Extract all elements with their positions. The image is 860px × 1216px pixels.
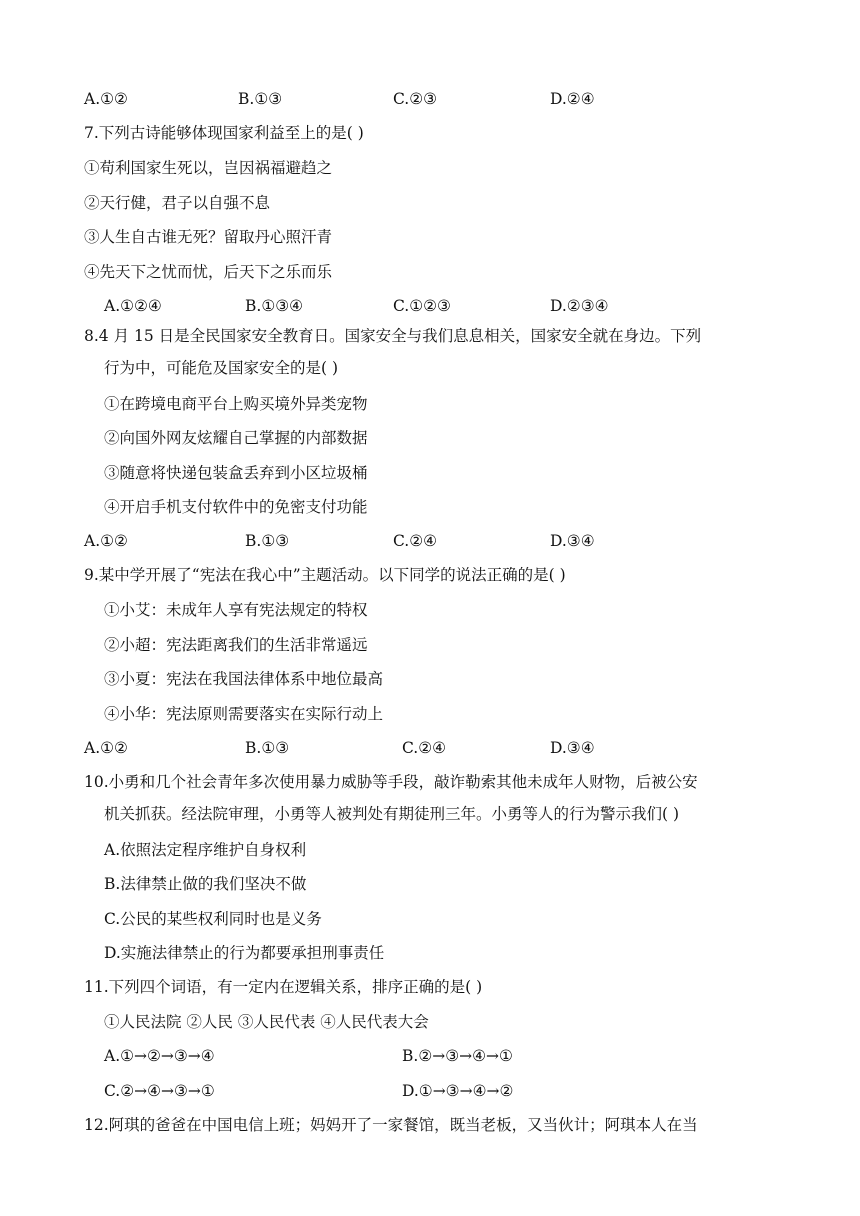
q8-option-a: A.①② — [84, 532, 128, 550]
q10-option-d: D.实施法律禁止的行为都要承担刑事责任 — [104, 944, 385, 962]
q9-item-2: ②小超：宪法距离我们的生活非常遥远 — [104, 636, 368, 654]
q11-option-a: A.①→②→③→④ — [104, 1047, 215, 1065]
q10-option-c: C.公民的某些权利同时也是义务 — [104, 910, 322, 928]
q8-option-b: B.①③ — [245, 532, 290, 550]
q8-stem-line2: 行为中，可能危及国家安全的是( ) — [104, 359, 339, 377]
q9-item-3: ③小夏：宪法在我国法律体系中地位最高 — [104, 670, 384, 688]
q7-item-4: ④先天下之忧而忧，后天下之乐而乐 — [84, 263, 333, 281]
q8-item-2: ②向国外网友炫耀自己掌握的内部数据 — [104, 429, 368, 447]
q7-item-3: ③人生自古谁无死？留取丹心照汗青 — [84, 228, 333, 246]
q10-option-a: A.依照法定程序维护自身权利 — [104, 841, 307, 859]
q8-item-1: ①在跨境电商平台上购买境外异类宠物 — [104, 395, 368, 413]
q11-stem: 11.下列四个词语，有一定内在逻辑关系，排序正确的是( ) — [84, 978, 483, 996]
q9-option-d: D.③④ — [550, 739, 595, 757]
q11-option-c: C.②→④→③→① — [104, 1082, 215, 1100]
q7-item-1: ①苟利国家生死以，岂因祸福避趋之 — [84, 159, 333, 177]
q9-option-c: C.②④ — [402, 739, 447, 757]
q12-stem-line1: 12.阿琪的爸爸在中国电信上班；妈妈开了一家餐馆，既当老板，又当伙计；阿琪本人在当 — [84, 1116, 698, 1134]
q9-item-4: ④小华：宪法原则需要落实在实际行动上 — [104, 705, 384, 723]
q6-option-a: A.①② — [84, 90, 128, 108]
q7-item-2: ②天行健，君子以自强不息 — [84, 194, 271, 212]
q8-option-d: D.③④ — [550, 532, 595, 550]
q11-items: ①人民法院 ②人民 ③人民代表 ④人民代表大会 — [104, 1013, 429, 1031]
q8-option-c: C.②④ — [393, 532, 438, 550]
q9-option-b: B.①③ — [245, 739, 290, 757]
q8-item-4: ④开启手机支付软件中的免密支付功能 — [104, 498, 368, 516]
q7-option-b: B.①③④ — [245, 297, 304, 315]
q8-item-3: ③随意将快递包装盒丢弃到小区垃圾桶 — [104, 464, 368, 482]
q8-stem-line1: 8.4 月 15 日是全民国家安全教育日。国家安全与我们息息相关，国家安全就在身边。下列 — [84, 327, 702, 345]
q6-option-c: C.②③ — [393, 90, 438, 108]
q11-option-d: D.①→③→④→② — [402, 1082, 514, 1100]
q6-option-d: D.②④ — [550, 90, 595, 108]
q10-stem-line2: 机关抓获。经法院审理，小勇等人被判处有期徒刑三年。小勇等人的行为警示我们( ) — [104, 805, 680, 823]
q7-option-c: C.①②③ — [393, 297, 451, 315]
q10-option-b: B.法律禁止做的我们坚决不做 — [104, 875, 307, 893]
q9-option-a: A.①② — [84, 739, 128, 757]
q7-stem: 7.下列古诗能够体现国家利益至上的是( ) — [84, 124, 364, 142]
q9-item-1: ①小艾：未成年人享有宪法规定的特权 — [104, 601, 368, 619]
q7-option-d: D.②③④ — [550, 297, 609, 315]
q6-option-b: B.①③ — [238, 90, 283, 108]
q7-option-a: A.①②④ — [104, 297, 162, 315]
q10-stem-line1: 10.小勇和几个社会青年多次使用暴力威胁等手段，敲诈勒索其他未成年人财物，后被公安 — [84, 773, 698, 791]
q9-stem: 9.某中学开展了“宪法在我心中”主题活动。以下同学的说法正确的是( ) — [84, 566, 566, 584]
q11-option-b: B.②→③→④→① — [402, 1047, 513, 1065]
